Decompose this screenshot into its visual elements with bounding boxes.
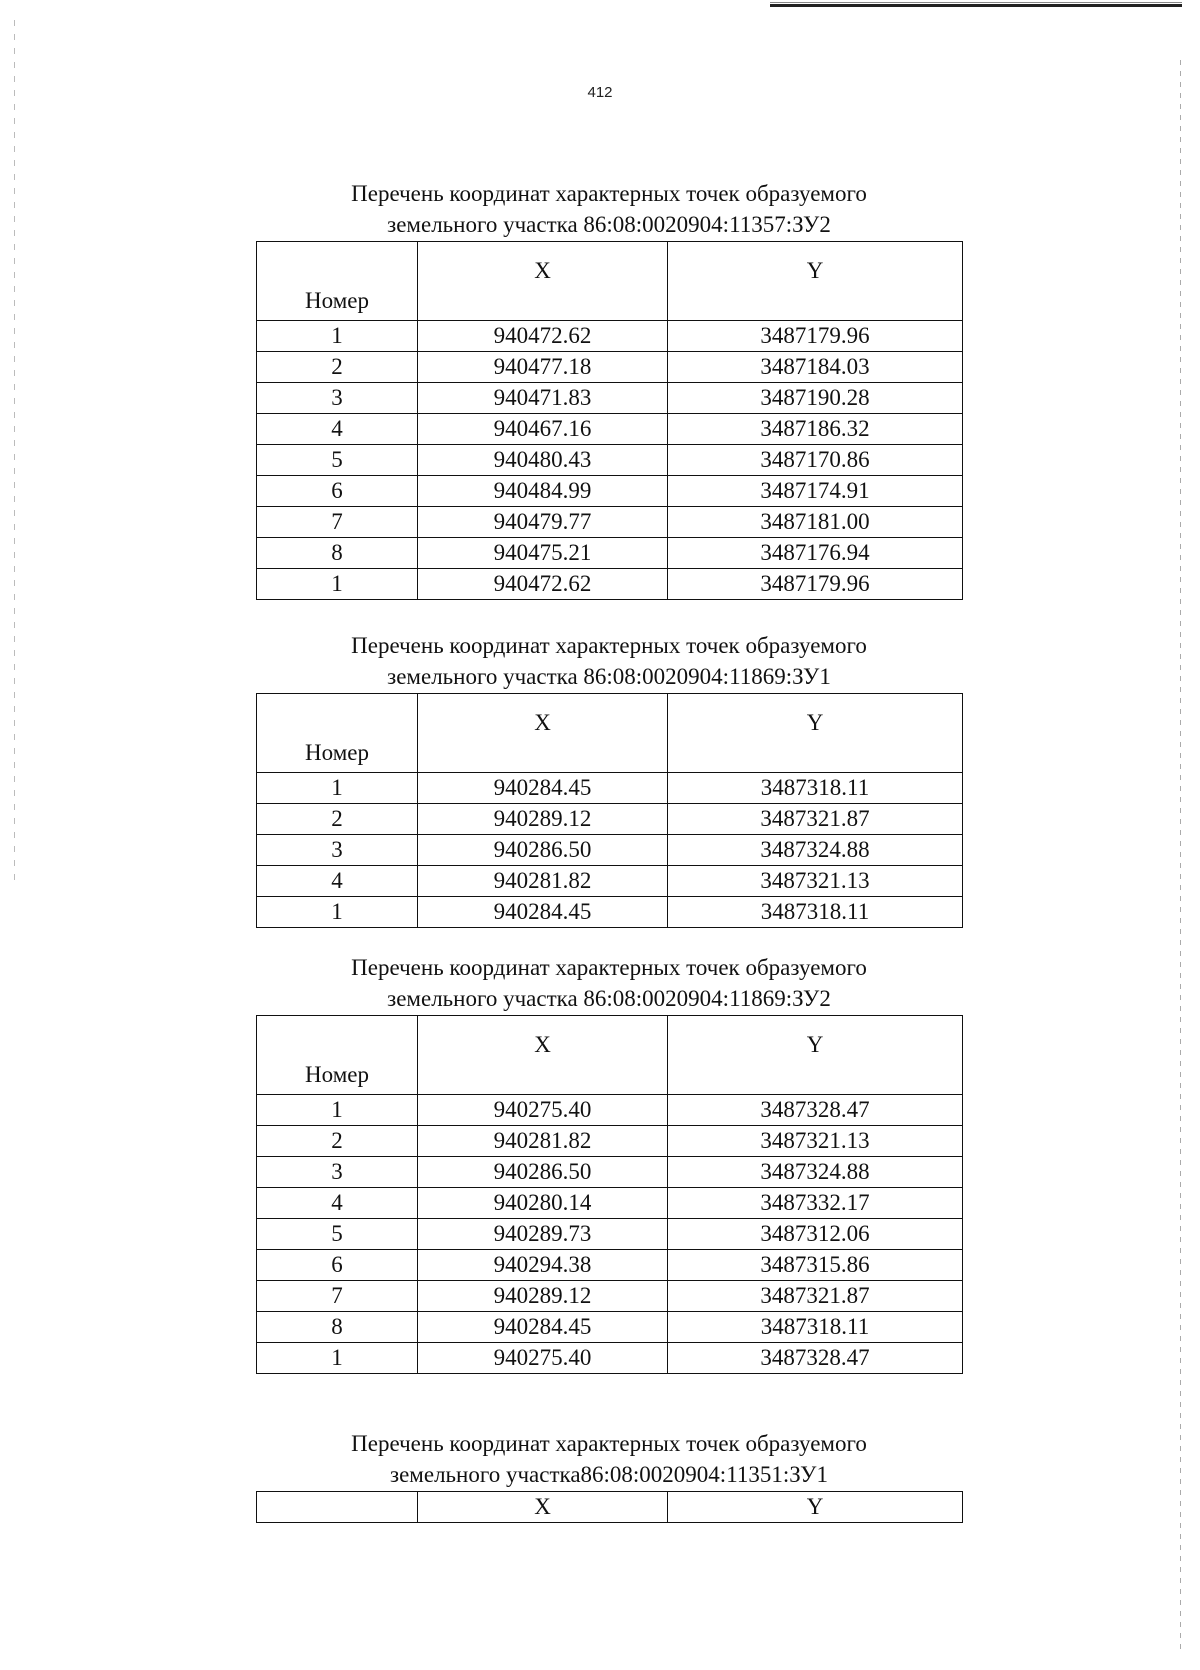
- coord-x: 940289.12: [418, 1281, 668, 1312]
- table-body: [257, 321, 963, 600]
- coord-y: 3487324.88: [668, 835, 963, 866]
- section-caption: [256, 178, 962, 240]
- table-row: [257, 1126, 963, 1157]
- header-num: Номер: [257, 1016, 418, 1095]
- coord-x: 940289.73: [418, 1219, 668, 1250]
- table-row: [257, 507, 963, 538]
- coords-section: [256, 1428, 962, 1523]
- coord-y: 3487321.87: [668, 1281, 963, 1312]
- header-x: X: [418, 694, 668, 773]
- table-row: [257, 835, 963, 866]
- coord-y: 3487186.32: [668, 414, 963, 445]
- coords-section: [256, 178, 962, 600]
- header-x: X: [418, 1492, 668, 1523]
- point-number: 4: [257, 866, 418, 897]
- table-row: [257, 1250, 963, 1281]
- coord-y: 3487190.28: [668, 383, 963, 414]
- point-number: 1: [257, 1095, 418, 1126]
- caption-line-2: земельного участка 86:08:0020904:11869:ЗУ2: [387, 986, 831, 1011]
- point-number: 4: [257, 414, 418, 445]
- coords-table: [256, 693, 963, 928]
- table-row: [257, 1188, 963, 1219]
- coord-y: 3487324.88: [668, 1157, 963, 1188]
- caption-line-1: Перечень координат характерных точек образуемого: [351, 633, 867, 658]
- caption-line-2: земельного участка 86:08:0020904:11357:ЗУ2: [387, 212, 831, 237]
- table-row: [257, 383, 963, 414]
- table-header-row: [257, 1016, 963, 1095]
- coord-x: 940472.62: [418, 569, 668, 600]
- point-number: 2: [257, 352, 418, 383]
- point-number: 2: [257, 1126, 418, 1157]
- point-number: 1: [257, 1343, 418, 1374]
- point-number: 5: [257, 445, 418, 476]
- table-row: [257, 414, 963, 445]
- table-row: [257, 1312, 963, 1343]
- point-number: 1: [257, 897, 418, 928]
- coord-y: 3487321.87: [668, 804, 963, 835]
- scan-top-rule: [770, 4, 1182, 7]
- coord-y: 3487179.96: [668, 569, 963, 600]
- table-row: [257, 866, 963, 897]
- coord-y: 3487179.96: [668, 321, 963, 352]
- coord-y: 3487184.03: [668, 352, 963, 383]
- section-caption: [256, 630, 962, 692]
- table-row: [257, 1281, 963, 1312]
- coord-x: 940286.50: [418, 835, 668, 866]
- coord-x: 940275.40: [418, 1343, 668, 1374]
- coord-y: 3487321.13: [668, 866, 963, 897]
- table-row: [257, 569, 963, 600]
- table-header-row: [257, 694, 963, 773]
- header-x: X: [418, 1016, 668, 1095]
- table-body: [257, 1095, 963, 1374]
- coord-y: 3487312.06: [668, 1219, 963, 1250]
- table-row: [257, 445, 963, 476]
- coord-x: 940280.14: [418, 1188, 668, 1219]
- caption-line-1: Перечень координат характерных точек образуемого: [351, 1431, 867, 1456]
- header-num: Номер: [257, 694, 418, 773]
- coord-x: 940275.40: [418, 1095, 668, 1126]
- coord-x: 940467.16: [418, 414, 668, 445]
- header-x: X: [418, 242, 668, 321]
- table-header-row: [257, 1492, 963, 1523]
- header-y: Y: [668, 1492, 963, 1523]
- coord-y: 3487318.11: [668, 1312, 963, 1343]
- table-row: [257, 1095, 963, 1126]
- coord-x: 940472.62: [418, 321, 668, 352]
- coord-y: 3487315.86: [668, 1250, 963, 1281]
- coord-y: 3487181.00: [668, 507, 963, 538]
- point-number: 1: [257, 569, 418, 600]
- coord-x: 940480.43: [418, 445, 668, 476]
- coord-x: 940471.83: [418, 383, 668, 414]
- coord-y: 3487328.47: [668, 1095, 963, 1126]
- coord-x: 940477.18: [418, 352, 668, 383]
- header-y: Y: [668, 694, 963, 773]
- coord-y: 3487174.91: [668, 476, 963, 507]
- coords-table: [256, 1491, 963, 1523]
- coords-table: [256, 241, 963, 600]
- caption-line-2: земельного участка 86:08:0020904:11869:ЗУ1: [387, 664, 831, 689]
- point-number: 8: [257, 1312, 418, 1343]
- caption-line-2: земельного участка86:08:0020904:11351:ЗУ1: [390, 1462, 828, 1487]
- table-row: [257, 538, 963, 569]
- coord-x: 940479.77: [418, 507, 668, 538]
- table-row: [257, 804, 963, 835]
- table-body: [257, 773, 963, 928]
- coord-x: 940284.45: [418, 773, 668, 804]
- coords-section: [256, 630, 962, 928]
- coord-x: 940281.82: [418, 866, 668, 897]
- table-row: [257, 476, 963, 507]
- point-number: 1: [257, 321, 418, 352]
- coord-x: 940284.45: [418, 1312, 668, 1343]
- point-number: 6: [257, 476, 418, 507]
- coord-y: 3487332.17: [668, 1188, 963, 1219]
- point-number: 5: [257, 1219, 418, 1250]
- table-row: [257, 1157, 963, 1188]
- point-number: 2: [257, 804, 418, 835]
- coord-y: 3487318.11: [668, 897, 963, 928]
- point-number: 6: [257, 1250, 418, 1281]
- coord-x: 940286.50: [418, 1157, 668, 1188]
- page-number: 412: [587, 84, 613, 101]
- scan-right-edge: [1180, 60, 1181, 1650]
- header-num-empty: [257, 1492, 418, 1523]
- coord-y: 3487170.86: [668, 445, 963, 476]
- table-row: [257, 352, 963, 383]
- table-row: [257, 773, 963, 804]
- coords-table: [256, 1015, 963, 1374]
- point-number: 4: [257, 1188, 418, 1219]
- table-header-row: [257, 242, 963, 321]
- header-num: Номер: [257, 242, 418, 321]
- coord-x: 940294.38: [418, 1250, 668, 1281]
- scan-top-rule-thin: [770, 2, 1182, 3]
- coord-y: 3487328.47: [668, 1343, 963, 1374]
- point-number: 3: [257, 383, 418, 414]
- coord-y: 3487321.13: [668, 1126, 963, 1157]
- scan-left-edge: [14, 20, 15, 880]
- caption-line-1: Перечень координат характерных точек образуемого: [351, 181, 867, 206]
- section-caption: [256, 952, 962, 1014]
- coord-y: 3487318.11: [668, 773, 963, 804]
- coord-x: 940281.82: [418, 1126, 668, 1157]
- coord-x: 940484.99: [418, 476, 668, 507]
- coord-x: 940284.45: [418, 897, 668, 928]
- point-number: 7: [257, 507, 418, 538]
- section-caption: [256, 1428, 962, 1490]
- point-number: 3: [257, 1157, 418, 1188]
- table-row: [257, 1343, 963, 1374]
- table-row: [257, 1219, 963, 1250]
- header-y: Y: [668, 242, 963, 321]
- coords-section: [256, 952, 962, 1374]
- table-row: [257, 897, 963, 928]
- point-number: 7: [257, 1281, 418, 1312]
- coord-x: 940289.12: [418, 804, 668, 835]
- point-number: 1: [257, 773, 418, 804]
- point-number: 8: [257, 538, 418, 569]
- table-row: [257, 321, 963, 352]
- caption-line-1: Перечень координат характерных точек образуемого: [351, 955, 867, 980]
- coord-x: 940475.21: [418, 538, 668, 569]
- point-number: 3: [257, 835, 418, 866]
- coord-y: 3487176.94: [668, 538, 963, 569]
- header-y: Y: [668, 1016, 963, 1095]
